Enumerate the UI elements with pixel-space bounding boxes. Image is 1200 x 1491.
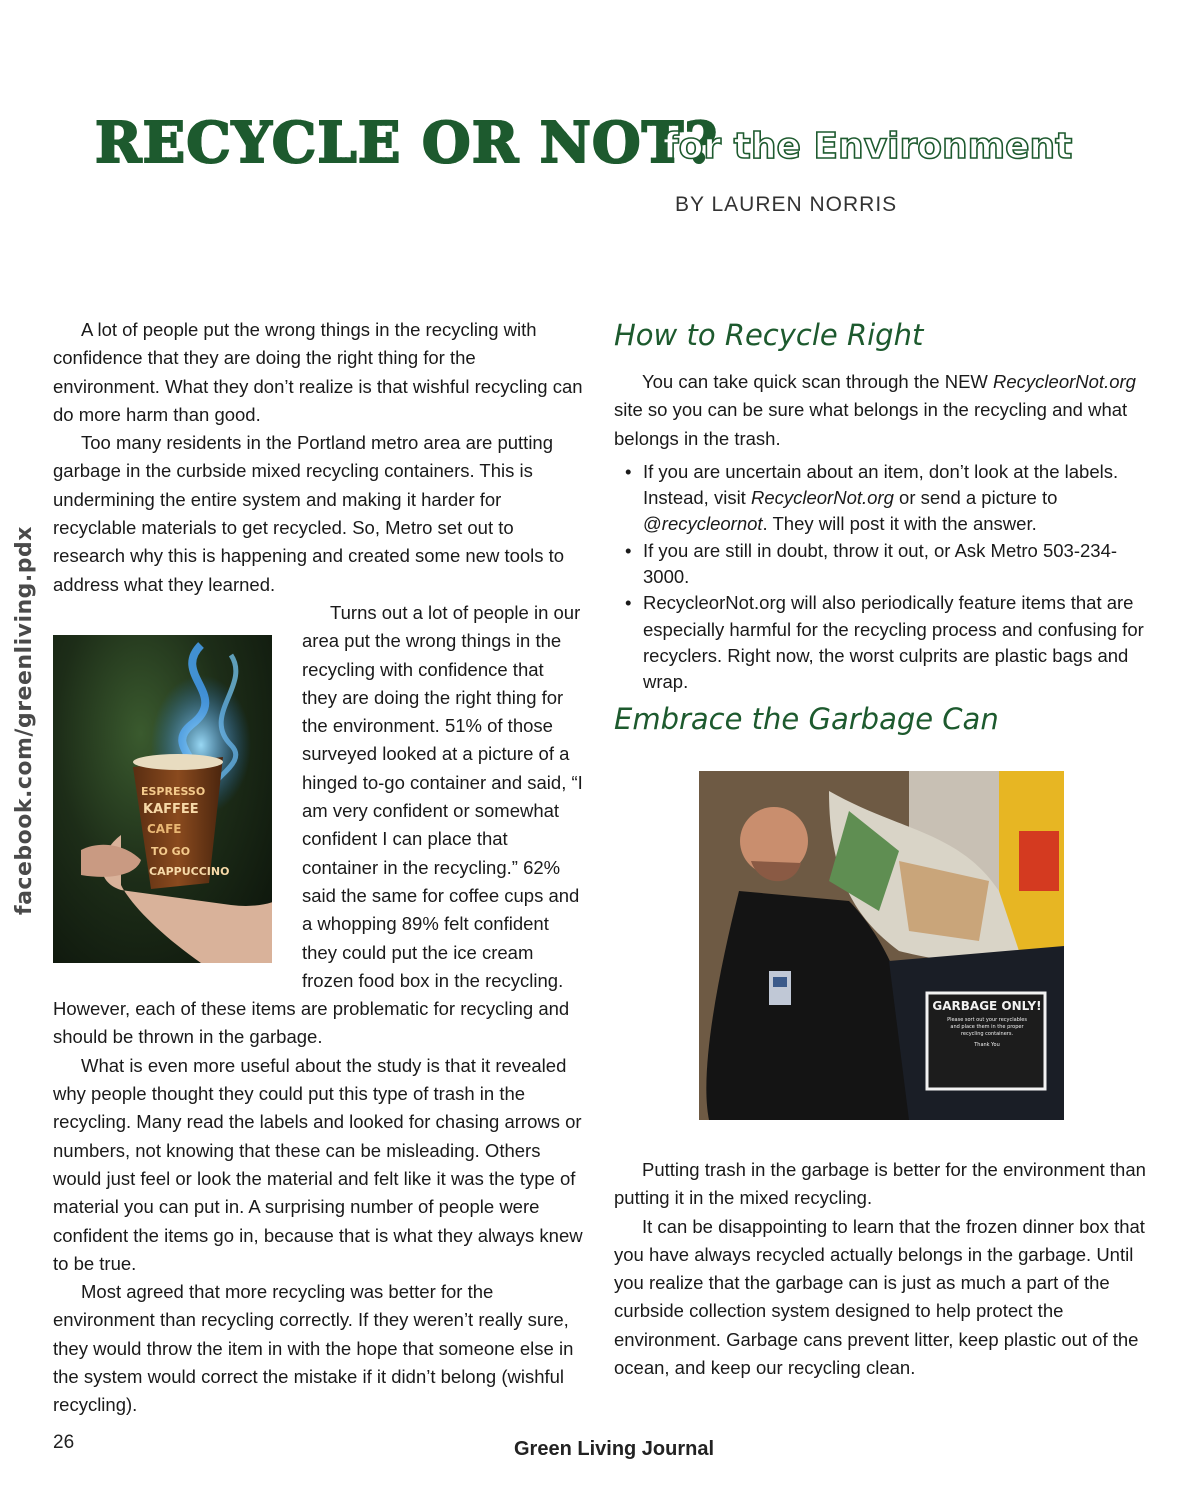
paragraph-text: Turns out a lot of people in our area put the wrong things in the recycling with confidence that they are doing the right thing for the environment. 51% of those surveyed looked at a picture of a hinged to-go container and said, “I am very confident or somewhat confident I can place that container in the recycling.” 62% said the same for coffee cups and a whopping 89% felt confident they could put the ice cream frozen food box in the recycling. However, each of these items are problematic for recycling and should be thrown in the garbage. (53, 601, 583, 1048)
right-column-section1 (614, 368, 1149, 696)
section-heading-recycle-right: How to Recycle Right (614, 318, 924, 352)
facebook-sidebar-text: facebook.com/greenliving.pdx (12, 526, 37, 915)
recycleornot-link[interactable]: RecycleorNot.org (993, 371, 1136, 392)
svg-text:ESPRESSO: ESPRESSO (141, 784, 206, 798)
list-item-text: If you are still in doubt, throw it out, or Ask Metro 503-234-3000. (643, 539, 1118, 588)
bin-label-body: Please sort out your recyclables and place them in the proper recycling containers. (947, 1017, 1027, 1037)
left-column (53, 316, 583, 1420)
paragraph: A lot of people put the wrong things in the recycling with confidence that they are doing the right thing for the environment. What they don’t realize is that wishful recycling can do more harm than good. (53, 319, 583, 425)
svg-text:KAFFEE: KAFFEE (143, 801, 199, 817)
intro-paragraph (614, 368, 1149, 453)
paragraph: Putting trash in the garbage is better for the environment than putting it in the mixed recycling. (614, 1159, 1146, 1209)
bin-label-thanks: Thank You (974, 1042, 1000, 1048)
garbage-can-photo (699, 771, 1064, 1120)
byline: BY LAUREN NORRIS (675, 193, 898, 216)
list-item (643, 590, 1149, 695)
list-item-text: or send a picture to @ (643, 487, 1058, 535)
journal-name: Green Living Journal (514, 1438, 715, 1460)
man-with-garbage-can-illustration (699, 771, 1064, 1120)
coffee-cup-illustration (81, 635, 272, 963)
list-item-text: . They will post it with the answer. (762, 513, 1037, 535)
svg-text:TO GO: TO GO (151, 844, 191, 858)
recycleornot-handle[interactable]: recycleornot (661, 513, 763, 535)
list-item-text: RecycleorNot.org will also periodically feature items that are especially harmful for the recycling process and confusing for recyclers. Right now, the worst culprits are plastic bags and wrap. (643, 592, 1144, 693)
svg-text:CAFE: CAFE (147, 821, 182, 836)
intro-text: site so you can be sure what belongs in the recycling and what belongs in the trash. (614, 399, 1128, 449)
title-subtitle: for the Environment (663, 126, 1073, 167)
intro-text: You can take quick scan through the NEW (642, 371, 994, 392)
paragraph: What is even more useful about the study is that it revealed why people thought they could put this type of trash in the recycling. Many read the labels and looked for chasing arrows or numbers, not knowing that these can be misleading. Others would just feel or look the material and felt like it was the type of material you can put in. A surprising number of people were confident the items go in, because that is what they always knew to be true. (53, 1054, 583, 1274)
list-item-text: If you are uncertain about an item, don’t look at the labels. Instead, visit (643, 460, 1119, 509)
bin-label-title: GARBAGE ONLY! (932, 999, 1042, 1013)
paragraph: Most agreed that more recycling was better for the environment than recycling correctly. If they weren’t really sure, they would throw the item in with the hope that someone else in the system would correct the mistake if it didn’t belong (wishful recycling). (53, 1281, 574, 1416)
title-main: RECYCLE OR NOT? (95, 110, 719, 176)
right-column-section2 (614, 1156, 1149, 1382)
recycleornot-link[interactable]: RecycleorNot.org (750, 487, 894, 509)
paragraph: It can be disappointing to learn that the frozen dinner box that you have always recycled actually belongs in the garbage. Until you realize that the garbage can is just as much a part of the curbside collection system designed to help protect the environment. Garbage cans prevent litter, keep plastic out of the ocean, and keep our recycling clean. (614, 1215, 1145, 1379)
list-item (643, 538, 1149, 591)
section-heading-garbage-can: Embrace the Garbage Can (614, 702, 999, 736)
svg-text:CAPPUCCINO: CAPPUCCINO (149, 864, 230, 878)
paragraph (53, 599, 583, 1052)
coffee-cup-photo (53, 635, 272, 963)
article-title (95, 108, 1115, 178)
list-item (643, 459, 1149, 538)
tips-list (614, 459, 1149, 696)
garbage-only-label (931, 995, 1043, 1049)
paragraph: Too many residents in the Portland metro area are putting garbage in the curbside mixed recycling containers. This is undermining the entire system and making it harder for recyclable materials to get recycled. So, Metro set out to research why this is happening and created some new tools to address what they learned. (53, 432, 565, 595)
page-number: 26 (53, 1432, 75, 1453)
